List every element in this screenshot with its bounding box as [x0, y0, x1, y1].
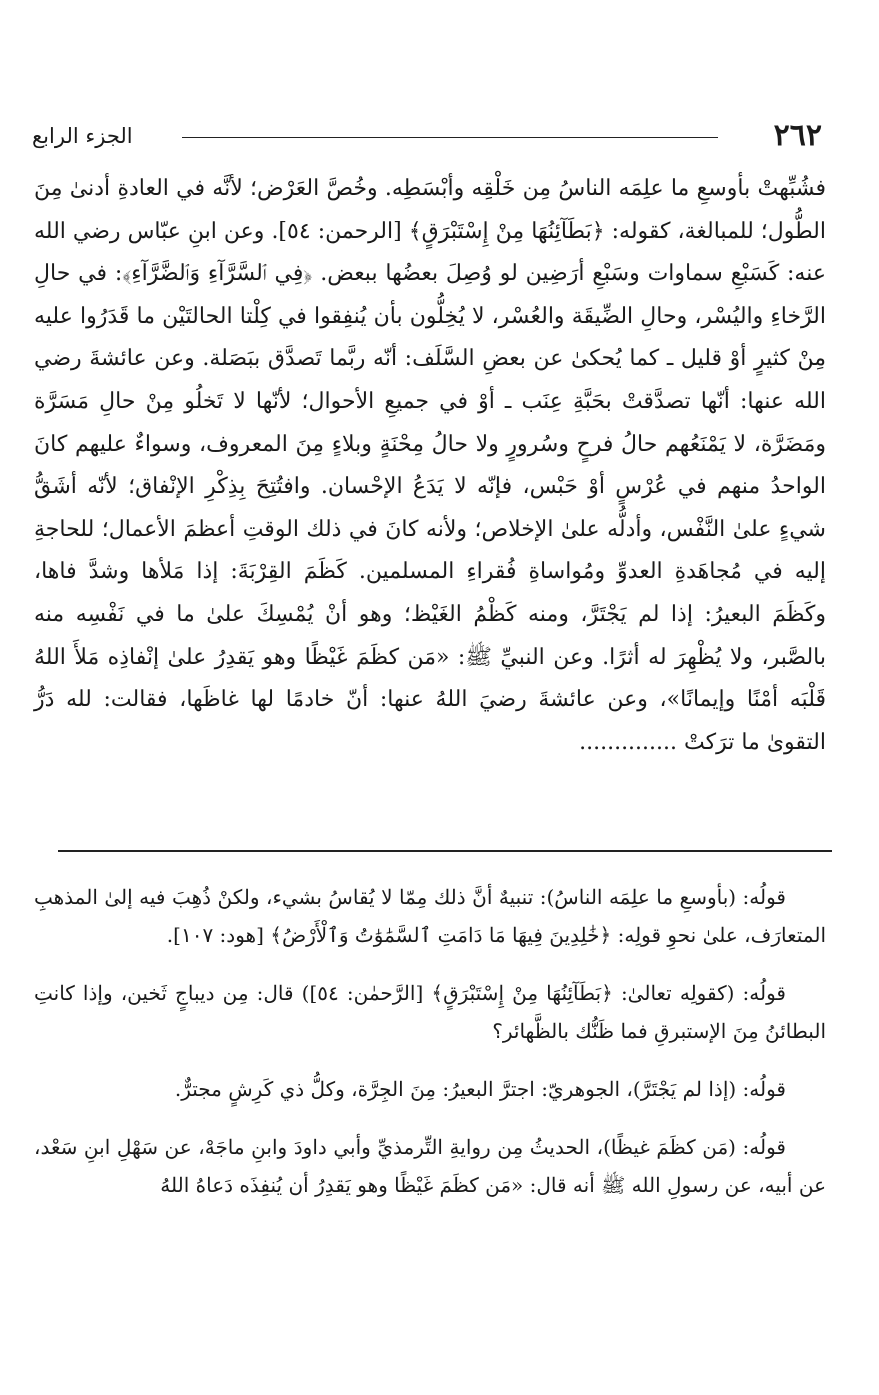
- main-text: [34, 168, 826, 764]
- footnote-separator: [58, 850, 832, 852]
- main-paragraph: فشُبِّهتْ بأوسعِ ما علِمَه الناسُ مِن خَلْقِه وأبْسَطِه. وخُصَّ العَرْض؛ لأنَّه في العادةِ أدنىٰ مِنَ الطُّول؛ للمبالغة، كقوله: ﴿بَطَآئِنُهَا مِنْ إِسْتَبْرَقٍ﴾ [الرحمن: ٥٤]. وعن ابنِ عبّاس رضي الله عنه: كَسَبْعِ سماوات وسَبْعِ أرَضِين لو وُصِلَ بعضُها ببعض. ﴿فِي ٱلسَّرَّآءِ وَٱلضَّرَّآءِ﴾: في حالِ الرَّخاءِ واليُسْر، وحالِ الضِّيقَة والعُسْر، لا يُخِلُّون بأن يُنفِقوا في كِلْتا الحالتَيْن ما قَدَرُوا عليه مِنْ كثيرٍ أوْ قليل ـ كما يُحكىٰ عن بعضِ السَّلَف: أنّه ربَّما تَصدَّق ببَصَلة. وعن عائشةَ رضي الله عنها: أنّها تصدَّقتْ بحَبَّةِ عِنَب ـ أوْ في جميعِ الأحوال؛ لأنّها لا تَخلُو مِنْ حالِ مَسَرَّة ومَضَرَّة، لا يَمْنَعُهم حالُ فرحٍ وسُرورٍ ولا حالُ مِحْنَةٍ وبلاءٍ مِنَ المعروف، وسواءٌ عليهم كانَ الواحدُ منهم في عُرْسٍ أوْ حَبْس، فإنّه لا يَدَعُ الإحْسان. وافتُتِحَ بِذِكْرِ الإنْفاق؛ لأنّه أشَقُّ شيءٍ علىٰ النَّفْس، وأدلُّه علىٰ الإخلاص؛ ولأنه كانَ في ذلك الوقتِ أعظمَ الأعمال؛ للحاجةِ إليه في مُجاهَدةِ العدوِّ ومُواساةِ فُقراءِ المسلمين. كَظَمَ القِرْبَةَ: إذا مَلأها وشدَّ فاها، وكَظَمَ البعيرُ: إذا لم يَجْتَرَّ، ومنه كَظْمُ الغَيْظ؛ وهو أنْ يُمْسِكَ علىٰ ما في نَفْسِه منه بالصَّبر، ولا يُظْهِرَ له أثرًا. وعن النبيِّ ﷺ: «مَن كظَمَ غَيْظًا وهو يَقدِرُ علىٰ إنْفاذِه مَلأَ اللهُ قَلْبَه أمْنًا وإيمانًا»، وعن عائشةَ رضيَ اللهُ عنها: أنّ خادمًا لها غاظَها، فقالت: لله دَرُّ التقوىٰ ما ترَكتْ ..............: [34, 176, 826, 755]
- part-title: الجزء الرابع: [32, 124, 133, 148]
- note-1: قولُه: (بأوسعِ ما علِمَه الناسُ): تنبيهٌ أنَّ ذلك مِمّا لا يُقاسُ بشيء، ولكنْ ذُهِبَ فيه إلىٰ المذهبِ المتعارَف، علىٰ نحوِ قولِه: ﴿خَٰلِدِينَ فِيهَا مَا دَامَتِ ٱلسَّمَٰوَٰتُ وَٱلْأَرْضُ﴾ [هود: ١٠٧].: [34, 885, 826, 947]
- note-4: قولُه: (مَن كظَمَ غيظًا)، الحديثُ مِن روايةِ التِّرمذيِّ وأبي داودَ وابنِ ماجَهْ، عن سَهْلِ ابنِ سَعْد، عن أبيه، عن رسولِ الله ﷺ أنه قال: «مَن كظَمَ غَيْظًا وهو يَقدِرُ أن يُنفِذَه دَعاهُ اللهُ: [34, 1135, 826, 1197]
- page-number: ٢٦٢: [773, 118, 822, 153]
- note-2: قولُه: (كقولِه تعالىٰ: ﴿بَطَآئِنُهَا مِنْ إِسْتَبْرَقٍ﴾ [الرَّحمٰن: ٥٤]) قال: مِن ديباجٍ ثَخين، وإذا كانتِ البطائنُ مِنَ الإستبرقِ فما ظَنُّك بالظَّهائر؟: [34, 981, 826, 1043]
- header-rule: [182, 137, 718, 138]
- page-header: [32, 116, 822, 156]
- commentary-notes: [34, 878, 826, 1204]
- note-3: قولُه: (إذا لم يَجْتَرَّ)، الجوهريّ: اجترَّ البعيرُ: مِنَ الجِرَّة، وكلُّ ذي كَرِشٍ مجترٌّ.: [174, 1077, 786, 1101]
